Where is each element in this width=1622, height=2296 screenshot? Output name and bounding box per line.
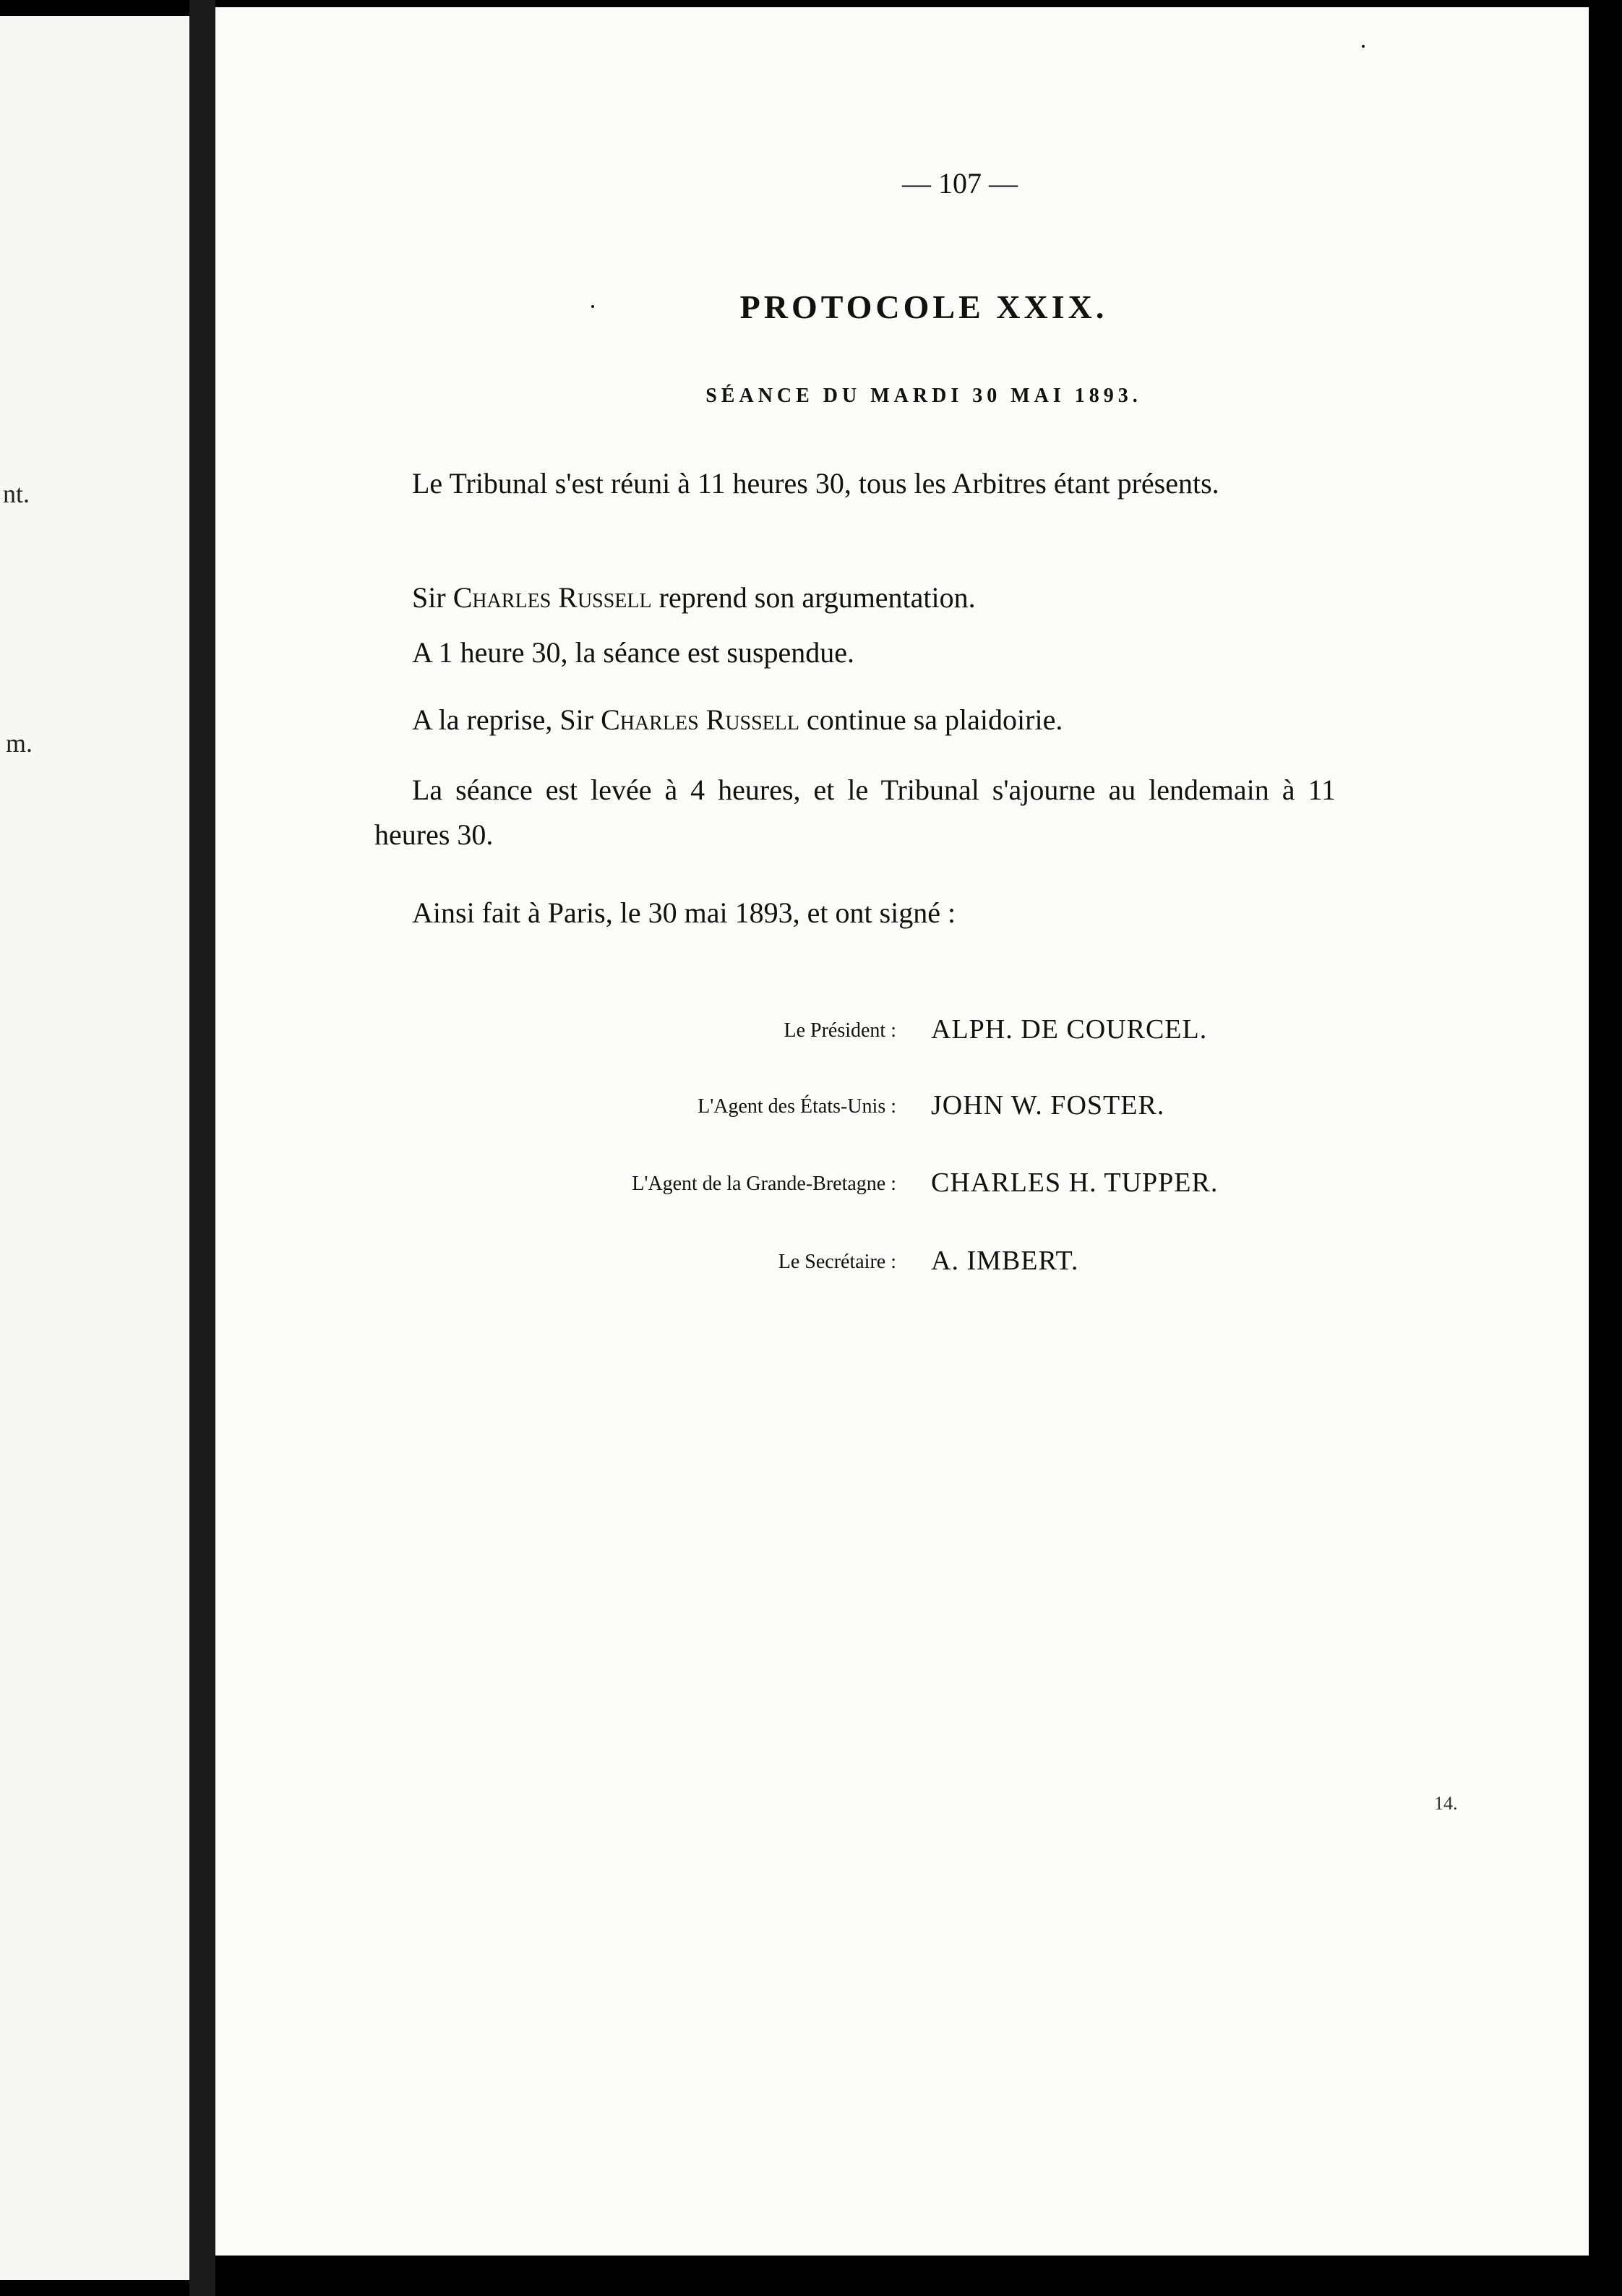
paragraph-adjournment: La séance est levée à 4 heures, et le Tribunal s'ajourne au lendemain à 11 heures 30.	[374, 774, 1336, 851]
paragraph-suspension: A 1 heure 30, la séance est suspendue.	[412, 636, 855, 669]
signature-label: Le Secrétaire :	[778, 1251, 896, 1273]
signatory-name: CHARLES H. TUPPER.	[931, 1168, 1219, 1198]
page-number: — 107 —	[902, 167, 1018, 200]
paragraph-text: Sir	[412, 581, 453, 614]
paragraph-text: continue sa plaidoirie.	[799, 703, 1063, 736]
left-page-fragment: m.	[6, 729, 33, 758]
left-page-fragment: nt.	[3, 479, 30, 508]
signature-secretary	[403, 1236, 1488, 1280]
book-gutter	[189, 0, 215, 2296]
person-name: Charles Russell	[601, 703, 799, 736]
page-title: PROTOCOLE XXIX.	[739, 288, 1108, 325]
scan-speck	[591, 305, 594, 308]
document-page	[215, 7, 1589, 2256]
paragraph-signed: Ainsi fait à Paris, le 30 mai 1893, et ont signé :	[412, 896, 956, 929]
paragraph-resumption	[412, 698, 1352, 742]
session-heading: SÉANCE DU MARDI 30 MAI 1893.	[705, 385, 1142, 407]
scan-speck	[1362, 45, 1365, 48]
paragraph-opening: Le Tribunal s'est réuni à 11 heures 30, tous les Arbitres étant présents.	[412, 467, 1219, 500]
paragraph-text: A la reprise, Sir	[412, 703, 601, 736]
signature-label: L'Agent des États-Unis :	[698, 1095, 896, 1118]
signature-president	[403, 1005, 1488, 1048]
signature-mark: 14.	[1434, 1793, 1458, 1814]
person-name: Charles Russell	[452, 581, 652, 614]
signatory-name: A. IMBERT.	[931, 1246, 1079, 1276]
signature-us-agent	[403, 1081, 1488, 1124]
paragraph-argument	[412, 575, 1352, 620]
left-facing-page	[0, 16, 189, 2280]
signatory-name: ALPH. DE COURCEL.	[931, 1014, 1208, 1045]
signature-uk-agent	[403, 1158, 1488, 1201]
signature-label: Le Président :	[784, 1019, 896, 1042]
paragraph-text: reprend son argumentation.	[651, 581, 976, 614]
signatory-name: JOHN W. FOSTER.	[931, 1090, 1165, 1121]
signature-label: L'Agent de la Grande-Bretagne :	[632, 1173, 896, 1195]
